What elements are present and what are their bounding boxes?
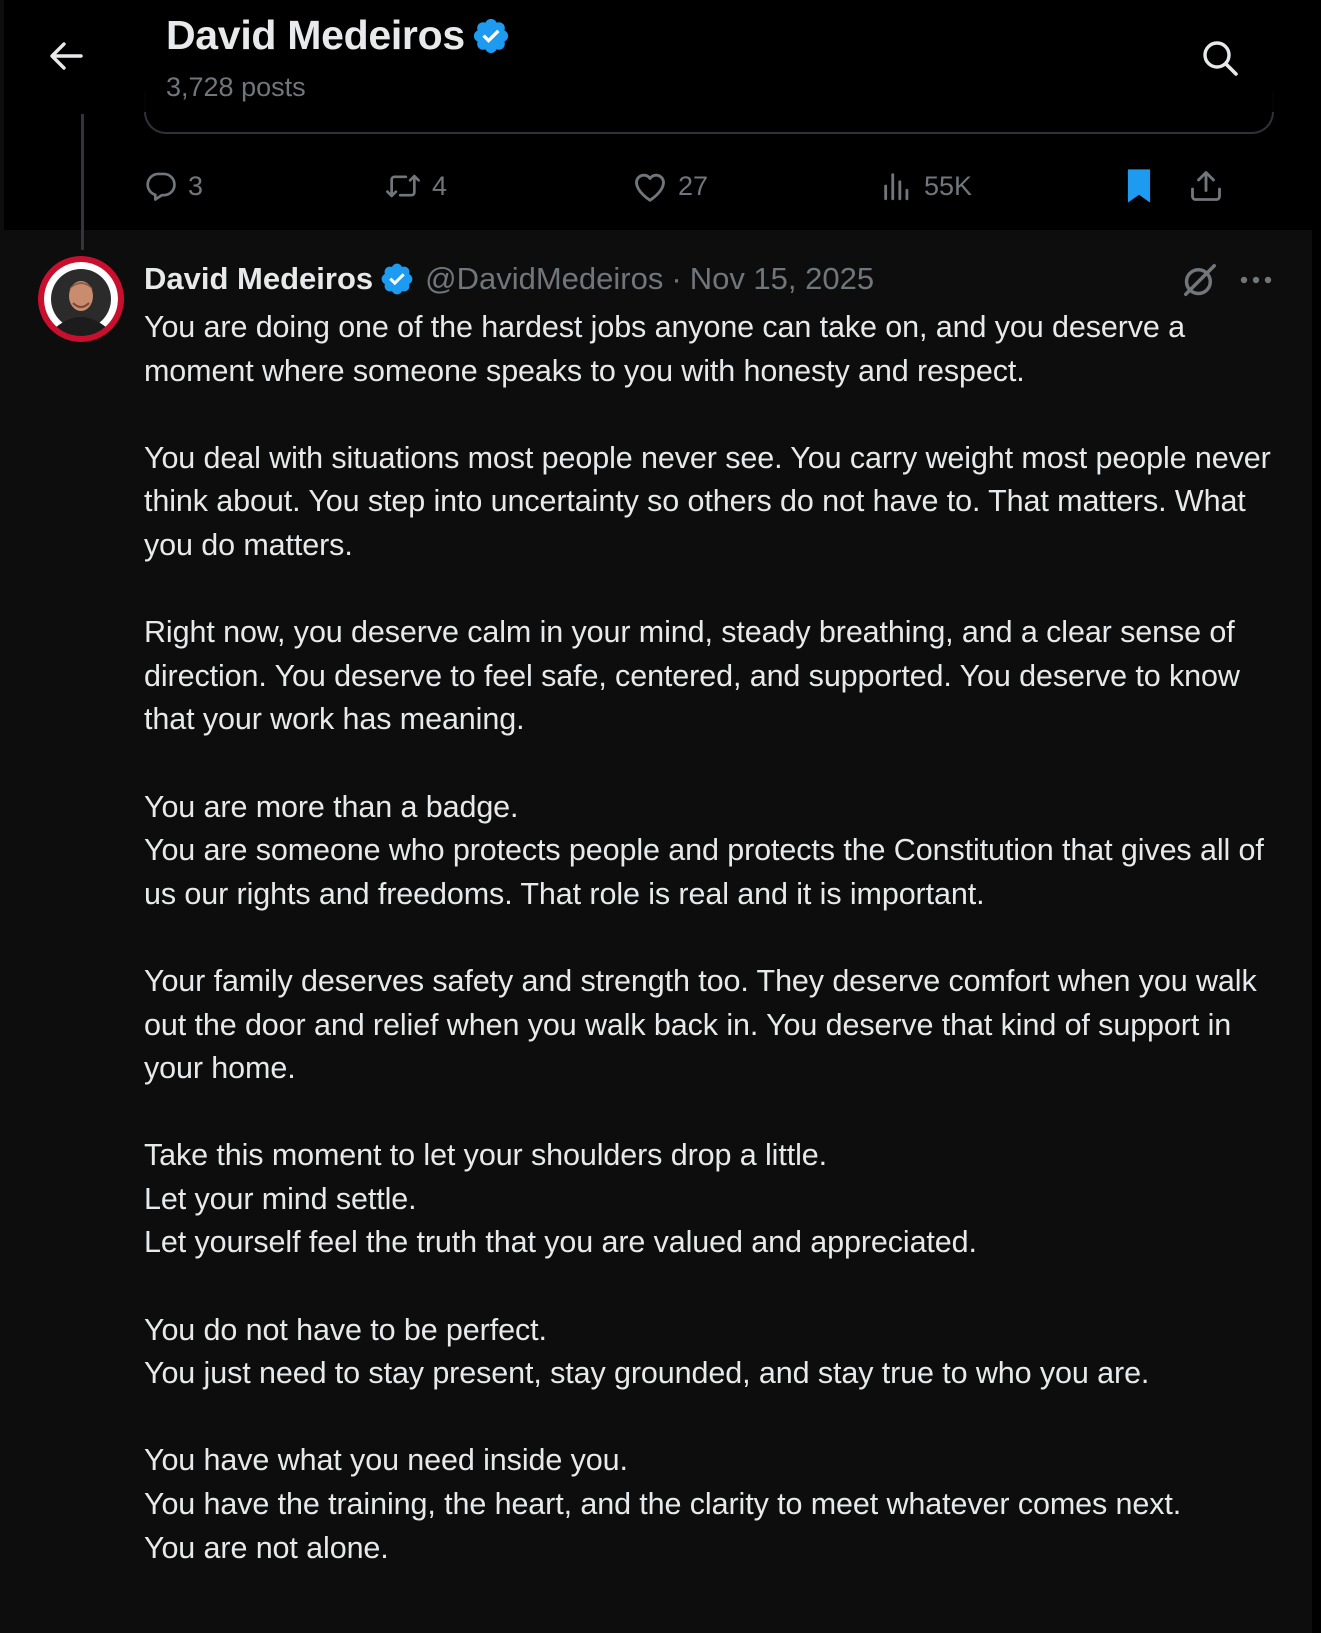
tweet-line: Let your mind settle.	[144, 1181, 417, 1216]
back-arrow-icon	[49, 41, 83, 71]
repost-icon	[384, 169, 422, 203]
tweet-line: Right now, you deserve calm in your mind, steady breathing, and a clear sense of direction. You deserve to feel safe, centered, and supported. You deserve to know that your work has meaning.	[144, 615, 1240, 737]
more-icon	[1239, 275, 1273, 285]
tweet-line: You deal with situations most people never see. You carry weight most people never think about. You step into uncertainty so others do not have to. That matters. What you do matters.	[144, 440, 1271, 562]
tweet-line: You are more than a badge.	[144, 789, 519, 824]
like-icon	[632, 169, 668, 203]
avatar[interactable]	[38, 256, 124, 342]
header-title	[166, 12, 511, 59]
views-count: 55K	[924, 170, 973, 201]
tweet-paragraph	[144, 611, 1284, 742]
tweet-date[interactable]: Nov 15, 2025	[689, 261, 875, 296]
views-button[interactable]	[880, 162, 972, 210]
grok-icon	[1181, 261, 1219, 299]
post-count: 3,728 posts	[166, 72, 306, 102]
meta-separator: ·	[671, 261, 682, 296]
share-button[interactable]	[1188, 162, 1224, 210]
avatar-image	[38, 256, 124, 342]
search-button[interactable]	[1196, 34, 1244, 82]
tweet-paragraph	[144, 786, 1284, 917]
bookmark-icon	[1122, 167, 1156, 205]
header-name: David Medeiros	[166, 12, 465, 58]
tweet-paragraph	[144, 306, 1284, 393]
tweet-line: Take this moment to let your shoulders drop a little.	[144, 1138, 827, 1173]
verified-badge-icon	[471, 16, 511, 56]
scrollbar-gutter	[1312, 0, 1321, 1633]
tweet-header	[144, 258, 874, 300]
back-button[interactable]	[42, 32, 90, 80]
thread-connector-line	[81, 114, 84, 250]
repost-button[interactable]	[384, 162, 447, 210]
tweet-paragraph	[144, 1439, 1284, 1570]
tweet-paragraph	[144, 437, 1284, 568]
search-icon	[1200, 38, 1240, 78]
profile-header	[4, 0, 1312, 112]
repost-count: 4	[432, 170, 448, 201]
verified-badge-icon	[379, 261, 415, 297]
previous-tweet-actions	[144, 162, 1274, 210]
tweet-line: You are someone who protects people and protects the Constitution that gives all of us our rights and freedoms. That role is real and it is important.	[144, 833, 1264, 911]
tweet-paragraph	[144, 960, 1284, 1091]
reply-count: 3	[188, 170, 204, 201]
tweet-line: You are doing one of the hardest jobs anyone can take on, and you deserve a moment where someone speaks to you with honesty and respect.	[144, 310, 1186, 388]
bookmark-button[interactable]	[1122, 162, 1156, 210]
more-options-button[interactable]	[1232, 256, 1280, 304]
tweet-paragraph	[144, 1134, 1284, 1265]
like-button[interactable]	[632, 162, 708, 210]
tweet-line: Your family deserves safety and strength too. They deserve comfort when you walk out the door and relief when you walk back in. You deserve that kind of support in your home.	[144, 963, 1257, 1086]
like-count: 27	[678, 170, 709, 201]
tweet-line: Let yourself feel the truth that you are valued and appreciated.	[144, 1225, 977, 1260]
reply-button[interactable]	[144, 162, 203, 210]
reply-icon	[144, 169, 178, 203]
author-handle[interactable]: @DavidMedeiros	[425, 261, 664, 296]
tweet-text	[144, 306, 1284, 1614]
grok-button[interactable]	[1176, 256, 1224, 304]
tweet-line: You just need to stay present, stay grounded, and stay true to who you are.	[144, 1356, 1150, 1391]
tweet-line: You do not have to be perfect.	[144, 1312, 547, 1347]
tweet-paragraph	[144, 1309, 1284, 1396]
tweet-line: You are not alone.	[144, 1530, 389, 1565]
tweet-line: You have the training, the heart, and the clarity to meet whatever comes next.	[144, 1487, 1182, 1522]
tweet-line: You have what you need inside you.	[144, 1443, 628, 1478]
share-icon	[1188, 168, 1224, 204]
author-name[interactable]: David Medeiros	[144, 261, 374, 296]
views-icon	[880, 169, 914, 203]
